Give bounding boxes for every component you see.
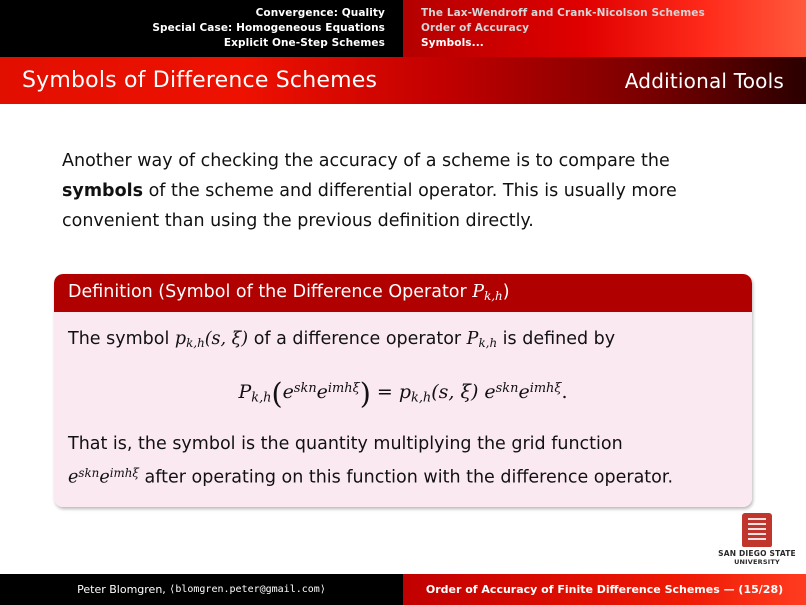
definition-header-suffix: ) — [502, 282, 510, 302]
definition-header-prefix: Definition (Symbol of the Difference Operator — [68, 282, 473, 302]
eq-rhs-p-sub: k,h — [411, 390, 432, 406]
def-line2-text-a: That is, the symbol is the quantity multiplying the grid function — [68, 434, 623, 455]
eq-lhs-P-sub: k,h — [251, 390, 272, 406]
eq-rhs-e2: e — [518, 381, 530, 404]
def-line1-P: P — [466, 328, 479, 349]
definition-block-header — [54, 274, 752, 312]
eq-rhs-e2-sup: imhξ — [529, 380, 562, 396]
definition-block-body — [54, 312, 752, 507]
sdsu-shield-icon — [742, 513, 772, 547]
def-line1-P-sub: k,h — [478, 335, 498, 350]
frame-title-bar — [0, 57, 806, 104]
eq-rhs-args: (s, ξ) — [431, 381, 479, 404]
footer-right: Order of Accuracy of Finite Difference Schemes — (15/28) — [403, 574, 806, 605]
university-logo — [718, 513, 796, 566]
def-line1-p: p — [174, 328, 187, 349]
logo-line-2: UNIVERSITY — [734, 558, 780, 566]
def-line1-text-b: of a difference operator — [248, 328, 467, 349]
intro-paragraph — [62, 146, 742, 236]
eq-rhs-p: p — [398, 381, 411, 404]
nav-section-right — [403, 0, 806, 57]
page-subtitle: Additional Tools — [624, 68, 784, 93]
footer-email: ⟨blomgren.peter@gmail.com⟩ — [169, 584, 326, 595]
eq-lhs-e1-sup: skn — [293, 380, 317, 396]
definition-block — [54, 274, 752, 507]
page-title: Symbols of Difference Schemes — [22, 68, 378, 93]
eq-lhs-P: P — [238, 381, 252, 404]
footer-author: Peter Blomgren, — [77, 583, 166, 596]
definition-header-symbol-sub: k,h — [484, 288, 503, 303]
def-line2-e1-sup: skn — [78, 466, 100, 481]
eq-lhs-e1: e — [282, 381, 294, 404]
def-line2-text-b: after operating on this function with the difference operator. — [138, 468, 674, 489]
definition-equation — [68, 374, 738, 412]
eq-lhs-open-paren: ( — [271, 377, 283, 411]
eq-equals: = — [376, 381, 393, 404]
slide-content — [0, 104, 806, 574]
nav-item-special-case-homogeneous[interactable]: Special Case: Homogeneous Equations — [152, 22, 385, 34]
def-line1-text-a: The symbol — [68, 328, 175, 349]
def-line2-e2-sup: imhξ — [109, 466, 139, 481]
eq-period: . — [561, 381, 568, 404]
nav-section-left — [0, 0, 403, 57]
nav-item-symbols[interactable]: Symbols... — [421, 37, 484, 49]
navigation-bar — [0, 0, 806, 57]
def-line2-e1: e — [68, 468, 79, 489]
nav-item-explicit-one-step[interactable]: Explicit One-Step Schemes — [223, 37, 385, 49]
nav-item-lax-wendroff-crank-nicolson[interactable]: The Lax-Wendroff and Crank-Nicolson Schemes — [421, 7, 705, 19]
footer-left — [0, 574, 403, 605]
eq-lhs-e2: e — [316, 381, 328, 404]
definition-line-2 — [68, 430, 738, 493]
def-line1-text-c: is defined by — [497, 328, 616, 349]
eq-rhs-e1: e — [484, 381, 496, 404]
nav-item-order-of-accuracy[interactable]: Order of Accuracy — [421, 22, 530, 34]
intro-paragraph-part2: of the scheme and differential operator. This is usually more convenient than using the previous definition directly. — [62, 181, 677, 231]
intro-paragraph-part1: Another way of checking the accuracy of a scheme is to compare the — [62, 151, 670, 171]
footer-bar — [0, 574, 806, 605]
logo-line-1: SAN DIEGO STATE — [718, 549, 796, 558]
nav-item-convergence-quality[interactable]: Convergence: Quality — [255, 7, 385, 19]
eq-lhs-close-paren: ) — [359, 377, 371, 411]
def-line1-args: (s, ξ) — [204, 328, 249, 349]
intro-paragraph-bold: symbols — [62, 181, 144, 201]
eq-rhs-e1-sup: skn — [495, 380, 519, 396]
def-line2-e2: e — [99, 468, 110, 489]
definition-line-1 — [68, 325, 738, 358]
eq-lhs-e2-sup: imhξ — [327, 380, 360, 396]
def-line1-p-sub: k,h — [186, 335, 205, 350]
definition-header-symbol-P: P — [472, 282, 485, 302]
